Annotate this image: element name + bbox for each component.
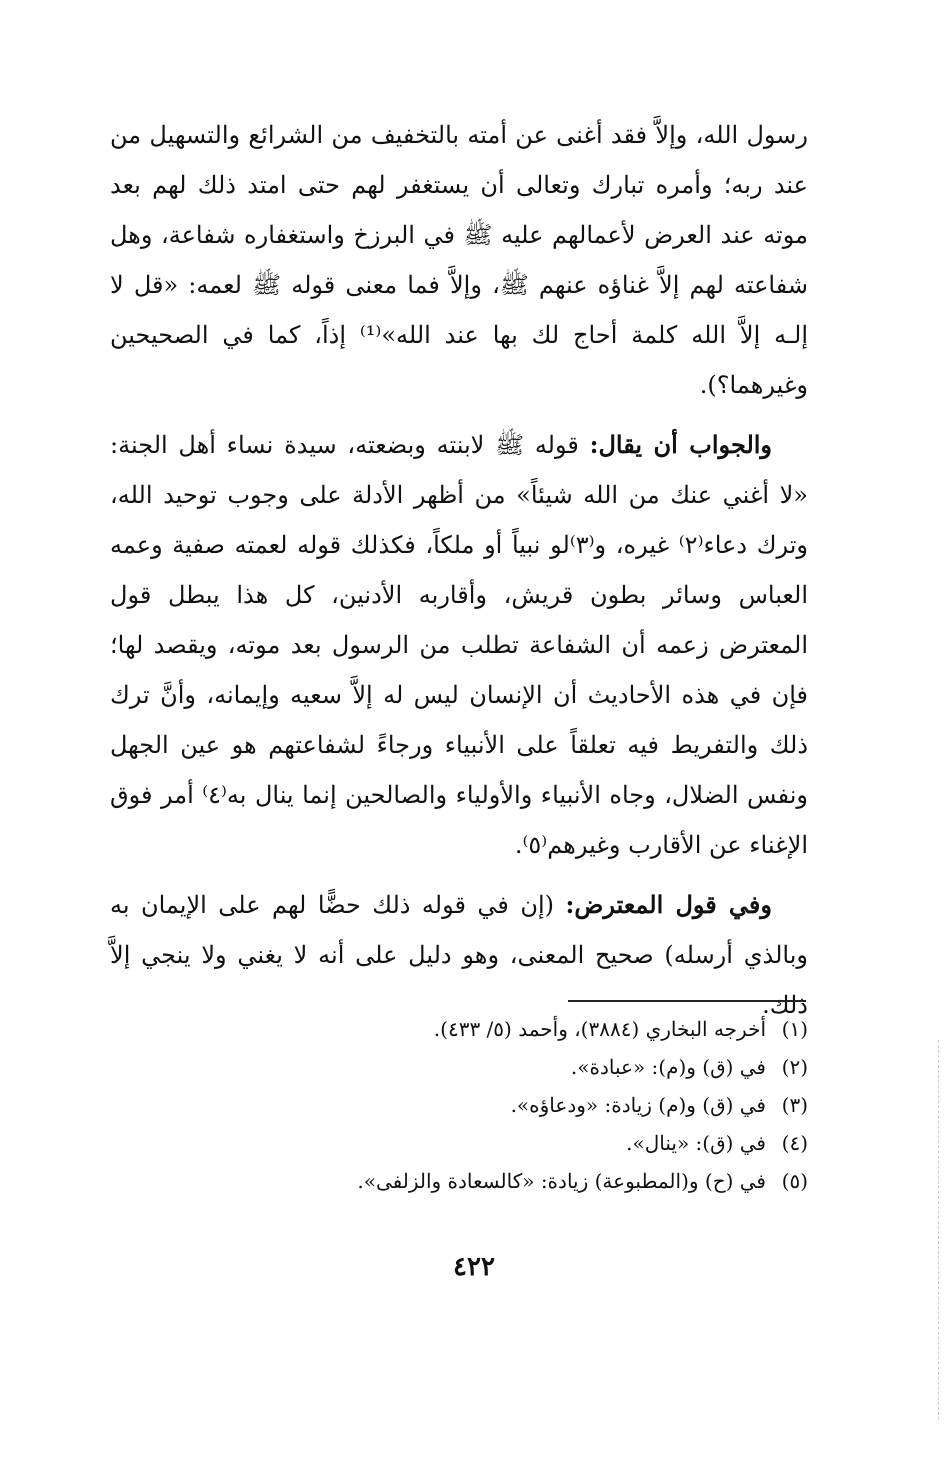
paragraph-3 [110,880,808,1030]
paragraph-3-lead: وفي قول المعترض: [565,890,772,919]
footnote-number: (١) [781,1017,808,1041]
footnote-number: (٣) [781,1093,808,1117]
paragraph-3-body: (إن في قوله ذلك حضًّا لهم على الإيمان به وبالذي أرسله) صحيح المعنى، وهو دليل على أنه لا يغني ولا ينجي إلاَّ ذلك. [110,891,808,1019]
footnote-item [110,1086,808,1124]
footnote-item [110,1048,808,1086]
footnote-separator [568,1000,806,1002]
footnote-number: (٢) [781,1055,808,1079]
main-text [110,110,808,1040]
paragraph-2-lead: والجواب أن يقال: [589,430,773,459]
footnote-text: في (ق) و(م): «عبادة». [570,1055,766,1079]
footnote-item [110,1124,808,1162]
paragraph-2 [110,420,808,870]
footnote-item [110,1162,808,1200]
paragraph-2-body: قوله ﷺ لابنته وبضعته، سيدة نساء أهل الجنة: «لا أغني عنك من الله شيئاً» من أظهر الأدلة على وجوب توحيد الله، وترك دعاء⁽٢⁾ غيره، و⁽٣⁾لو نبياً أو ملكاً، فكذلك قوله لعمته صفية وعمه العباس وسائر بطون قريش، وأقاربه الأدنين، كل هذا يبطل قول المعترض زعمه أن الشفاعة تطلب من الرسول بعد موته، ويقصد لها؛ فإن في هذه الأحاديث أن الإنسان ليس له إلاَّ سعيه وإيمانه، وأنَّ ترك ذلك والتفريط فيه تعلقاً على الأنبياء ورجاءً لشفاعتهم هو عين الجهل ونفس الضلال، وجاه الأنبياء والأولياء والصالحين إنما ينال به⁽٤⁾ أمر فوق الإغناء عن الأقارب وغيرهم⁽٥⁾. [110,431,809,859]
footnotes-list [110,1010,808,1200]
footnote-text: أخرجه البخاري (٣٨٨٤)، وأحمد (٥/ ٤٣٣). [433,1017,766,1041]
footnote-item [110,1010,808,1048]
footnote-text: في (ق) و(م) زيادة: «ودعاؤه». [510,1093,766,1117]
footnote-text: في (ح) و(المطبوعة) زيادة: «كالسعادة والزلفى». [357,1169,766,1193]
footnote-number: (٤) [781,1131,808,1155]
scan-edge-mark [938,1040,939,1420]
footnote-number: (٥) [781,1169,808,1193]
paragraph-1: رسول الله، وإلاَّ فقد أغنى عن أمته بالتخفيف من الشرائع والتسهيل من عند ربه؛ وأمره تبارك وتعالى أن يستغفر لهم حتى امتد ذلك لهم بعد موته عند العرض لأعمالهم عليه ﷺ في البرزخ واستغفاره شفاعة، وهل شفاعته لهم إلاَّ غناؤه عنهم ﷺ، وإلاَّ فما معنى قوله ﷺ لعمه: «قل لا إلـه إلاَّ الله كلمة أحاج لك بها عند الله»⁽¹⁾ إذاً، كما في الصحيحين وغيرهما؟). [110,121,808,399]
page-number: ٤٢٢ [453,1252,495,1282]
footnote-text: في (ق): «ينال». [626,1131,766,1155]
